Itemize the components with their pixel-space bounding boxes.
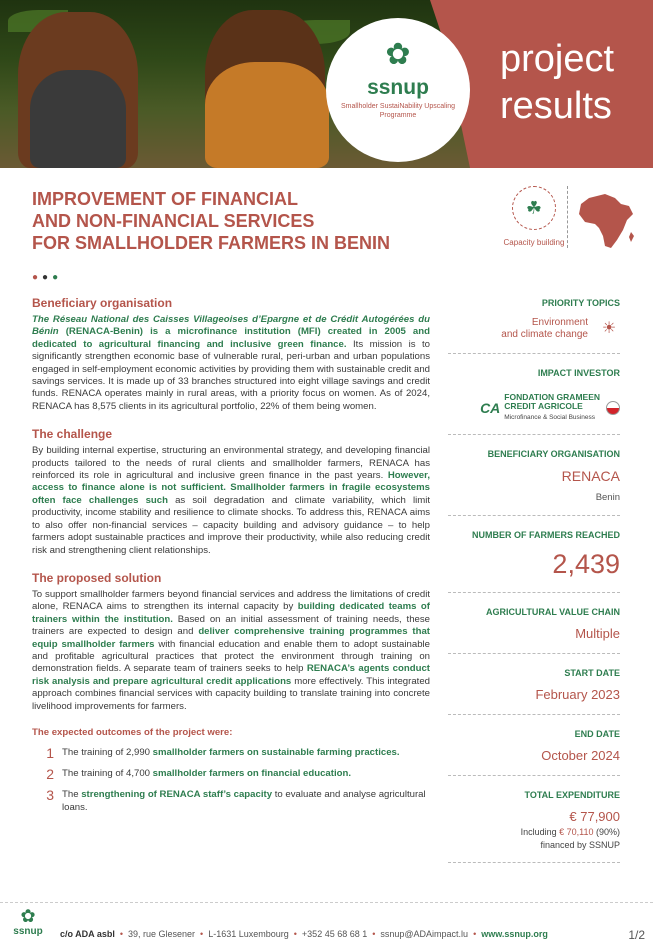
investor-flag-icon [606, 401, 620, 415]
outcome-item: 1 The training of 2,990 smallholder farmers on sustainable farming practices. [46, 745, 400, 762]
priority-topic: Environment and climate change ☀ [448, 317, 620, 341]
expenditure-value: € 77,900 [569, 809, 620, 824]
footer-email-link[interactable]: ssnup@ADAimpact.lu [380, 929, 469, 939]
beneficiary-name: RENACA [561, 468, 620, 484]
main-content [32, 296, 430, 814]
decorative-dots: ●●● [32, 272, 63, 283]
capacity-building-badge: ☘ Capacity building [494, 186, 574, 256]
sidebar [448, 298, 620, 877]
section-heading-beneficiary: Beneficiary organisation [32, 296, 173, 310]
ssnup-logo: ✿ ssnup Smallholder SustaiNability Upscaling Programme [326, 18, 470, 162]
africa-map-icon [575, 190, 637, 252]
hero-banner [0, 0, 653, 168]
farmers-reached-label: NUMBER OF FARMERS REACHED [471, 530, 620, 540]
farmers-reached-value: 2,439 [552, 549, 620, 579]
value-chain-value: Multiple [575, 626, 620, 641]
expenditure-label: TOTAL EXPENDITURE [524, 790, 620, 800]
footer-logo: ✿ ssnup [13, 906, 43, 937]
end-date-label: END DATE [574, 729, 620, 739]
outcome-item: 3 The strengthening of RENACA staff’s capacity to evaluate and analyse agricultural loans. [46, 787, 426, 813]
expenditure-included: Including € 70,110 (90%) [520, 827, 620, 837]
footer [0, 902, 653, 948]
divider [567, 186, 568, 248]
impact-investor-label: IMPACT INVESTOR [537, 368, 620, 378]
footer-contact: c/o ADA asbl • 39, rue Glesener • L-1631 Luxembourg • +352 45 68 68 1 • ssnup@ADAimpact.lu • www.ssnup.org [60, 929, 548, 939]
value-chain-label: AGRICULTURAL VALUE CHAIN [486, 607, 620, 617]
beneficiary-text: The Réseau National des Caisses Villageoises d’Epargne et de Crédit Autogérées du Bénin (RENACA-Benin) is a microfinance institution (MFI) created in 2005 and dedicated to agricultural financing and inclusive green finance. Its mission is to significantly strengthen economic base of vulnerable rural, peri-urban and urban populations engaged in self-employment economic activities by providing them with sustainable credit and savings services. It is made up of 33 branches structured into eight village savings and credit funds. RENACA operates mainly in rural areas, with a priority focus on women. As of 2024, RENACA has 8,575 clients in its agricultural portfolio, 22% of them being women. [32, 314, 430, 412]
capacity-building-icon: ☘ [512, 186, 556, 230]
beneficiary-country: Benin [595, 492, 620, 503]
expenditure-financed: financed by SSNUP [540, 840, 620, 850]
outcome-item: 2 The training of 4,700 smallholder farmers on financial education. [46, 766, 351, 783]
beneficiary-label: BENEFICIARY ORGANISATION [487, 449, 620, 459]
section-heading-solution: The proposed solution [32, 570, 162, 585]
page-number: 1/2 [628, 928, 645, 942]
end-date-value: October 2024 [541, 748, 620, 763]
start-date-label: START DATE [564, 668, 620, 678]
environment-icon: ☀ [601, 320, 617, 337]
section-heading-challenge: The challenge [32, 427, 113, 442]
footer-web-link[interactable]: www.ssnup.org [481, 929, 548, 939]
outcomes-heading: The expected outcomes of the project were: [32, 726, 233, 738]
start-date-value: February 2023 [535, 687, 620, 702]
investor-logo: CA FONDATION GRAMEEN CREDIT AGRICOLE Microfinance & Social Business [448, 393, 620, 422]
page-title: IMPROVEMENT OF FINANCIAL AND NON-FINANCIAL SERVICES FOR SMALLHOLDER FARMERS IN BENIN [32, 189, 390, 253]
priority-topics-label: PRIORITY TOPICS [541, 298, 620, 308]
challenge-text: By building internal expertise, structuring an environmental strategy, and developing financial products tailored to the needs of rural clients and smallholder farmers, RENACA has reinforced its role in agricultural and inclusive green finance in the past years. However, access to finance alone is not sufficient. Smallholder farmers in fragile ecosystems often face challenges such as soil degradation and climate variability, which limit productivity, income stability and resilience to climate shocks. To address this, RENACA aims to also offer non-financial services – capacity building and advisory guidance – to help farmers adopt sustainable practices and improve their productivity, while also reducing credit risk and strengthening client relationships. [32, 445, 430, 556]
solution-text: To support smallholder farmers beyond financial services and address the limitations of credit alone, RENACA aims to strengthen its internal capacity by building dedicated teams of trainers within the institution. Based on an initial assessment of training needs, these trainers are expected to design and deliver comprehensive training programmes that equip smallholder farmers with financial education and enable them to adopt sustainable and profitable agricultural practices that protect the environment through training on demonstration fields. A separate team of trainers seeks to help RENACA’s agents conduct risk analysis and prepare agricultural credit applications more effectively. This integrated approach combines financial services with capacity building to translate training into concrete livelihood improvements for farmers. [32, 588, 430, 712]
project-results-title: project results [500, 38, 615, 127]
